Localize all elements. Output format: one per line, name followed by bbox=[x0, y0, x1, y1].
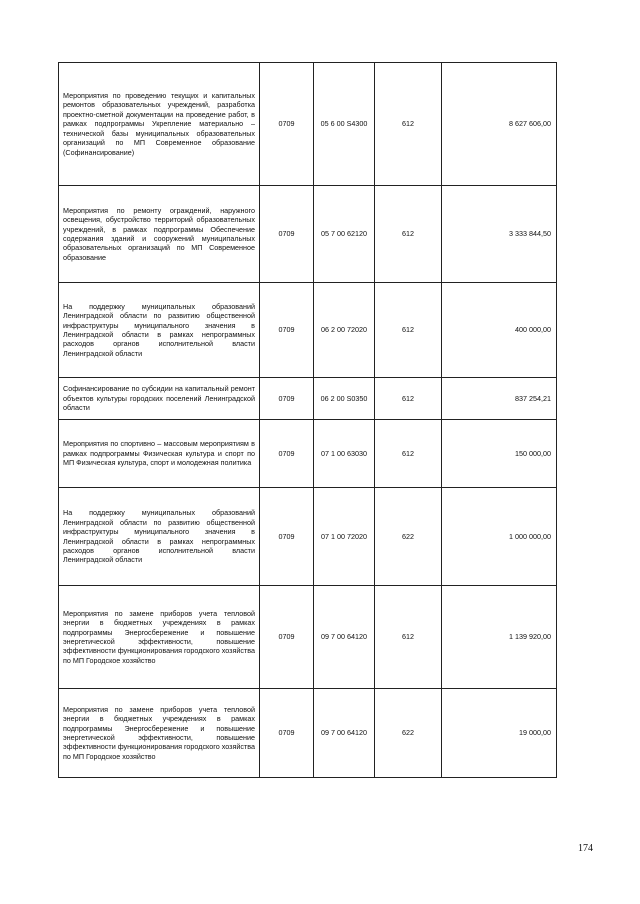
row-amount: 400 000,00 bbox=[442, 283, 557, 378]
table-row bbox=[59, 378, 557, 420]
row-expense-type: 612 bbox=[375, 283, 442, 378]
row-amount: 19 000,00 bbox=[442, 689, 557, 778]
row-section: 0709 bbox=[260, 186, 314, 283]
row-target-article: 05 6 00 S4300 bbox=[314, 63, 375, 186]
table-row bbox=[59, 586, 557, 689]
row-expense-type: 612 bbox=[375, 378, 442, 420]
row-amount: 837 254,21 bbox=[442, 378, 557, 420]
row-expense-type: 612 bbox=[375, 63, 442, 186]
row-amount: 8 627 606,00 bbox=[442, 63, 557, 186]
table-row bbox=[59, 689, 557, 778]
row-description: Мероприятия по ремонту ограждений, наружного освещения, обустройство территорий образовательных учреждений, в рамках подпрограммы Обеспечение содержания зданий и сооружений муниципальных образовательных организаций по МП Современное образование bbox=[59, 186, 260, 283]
row-description: Мероприятия по проведению текущих и капитальных ремонтов образовательных учреждений, разработка проектно-сметной документации на проведение работ, в рамках подпрограммы Укрепление материально – технической базы муниципальных образовательных организаций по МП Современное образование (Софинансирование) bbox=[59, 63, 260, 186]
row-expense-type: 612 bbox=[375, 420, 442, 488]
row-section: 0709 bbox=[260, 378, 314, 420]
table-row bbox=[59, 186, 557, 283]
row-target-article: 06 2 00 S0350 bbox=[314, 378, 375, 420]
row-description: На поддержку муниципальных образований Ленинградской области по развитию общественной инфраструктуры муниципального значения в Ленинградской области в рамках непрограммных расходов органов исполнительной власти Ленинградской области bbox=[59, 283, 260, 378]
row-section: 0709 bbox=[260, 63, 314, 186]
row-section: 0709 bbox=[260, 586, 314, 689]
row-target-article: 07 1 00 63030 bbox=[314, 420, 375, 488]
row-amount: 150 000,00 bbox=[442, 420, 557, 488]
row-section: 0709 bbox=[260, 488, 314, 586]
row-section: 0709 bbox=[260, 420, 314, 488]
row-target-article: 05 7 00 62120 bbox=[314, 186, 375, 283]
row-amount: 1 000 000,00 bbox=[442, 488, 557, 586]
row-description: Мероприятия по замене приборов учета тепловой энергии в бюджетных учреждениях в рамках подпрограммы Энергосбережение и повышение энергетической эффективности, повышение эффективности функционирования городского хозяйства по МП Городское хозяйство bbox=[59, 586, 260, 689]
table-row bbox=[59, 420, 557, 488]
row-target-article: 06 2 00 72020 bbox=[314, 283, 375, 378]
row-expense-type: 622 bbox=[375, 689, 442, 778]
row-description: Мероприятия по спортивно – массовым мероприятиям в рамках подпрограммы Физическая культура и спорт по МП Физическая культура, спорт и молодежная политика bbox=[59, 420, 260, 488]
row-expense-type: 612 bbox=[375, 186, 442, 283]
row-amount: 3 333 844,50 bbox=[442, 186, 557, 283]
row-amount: 1 139 920,00 bbox=[442, 586, 557, 689]
table-row bbox=[59, 63, 557, 186]
table-row bbox=[59, 283, 557, 378]
page-number: 174 bbox=[578, 843, 593, 854]
row-target-article: 07 1 00 72020 bbox=[314, 488, 375, 586]
table-row bbox=[59, 488, 557, 586]
row-description: На поддержку муниципальных образований Ленинградской области по развитию общественной инфраструктуры муниципального значения в Ленинградской области в рамках непрограммных расходов органов исполнительной власти Ленинградской области bbox=[59, 488, 260, 586]
row-target-article: 09 7 00 64120 bbox=[314, 689, 375, 778]
row-description: Софинансирование по субсидии на капитальный ремонт объектов культуры городских поселений Ленинградской области bbox=[59, 378, 260, 420]
row-section: 0709 bbox=[260, 283, 314, 378]
row-description: Мероприятия по замене приборов учета тепловой энергии в бюджетных учреждениях в рамках подпрограммы Энергосбережение и повышение энергетической эффективности, повышение эффективности функционирования городского хозяйства по МП Городское хозяйство bbox=[59, 689, 260, 778]
budget-table bbox=[58, 62, 557, 778]
row-expense-type: 622 bbox=[375, 488, 442, 586]
row-expense-type: 612 bbox=[375, 586, 442, 689]
row-target-article: 09 7 00 64120 bbox=[314, 586, 375, 689]
row-section: 0709 bbox=[260, 689, 314, 778]
